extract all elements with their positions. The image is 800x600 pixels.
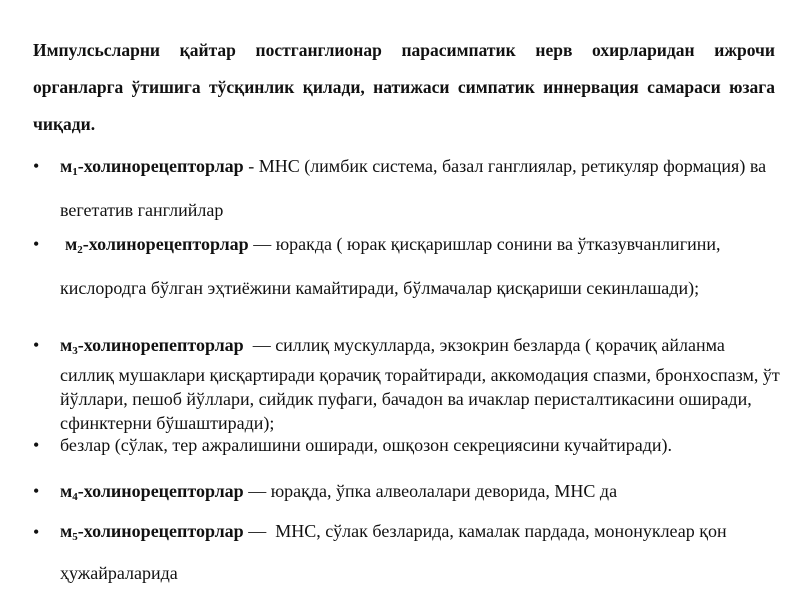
bullet: •: [33, 234, 40, 254]
separator: —: [248, 234, 276, 254]
separator: —: [243, 521, 276, 541]
bullet: •: [33, 435, 40, 455]
list-item-text: [60, 479, 782, 509]
list-item-text: [60, 225, 782, 307]
list-item-text: [60, 513, 782, 591]
list-item-text: [60, 333, 782, 435]
receptor-term: $м_4$-холинорецепторлар: [60, 481, 244, 503]
receptor-term: $м_3$-холинорепепторлар: [60, 335, 244, 357]
description: юракда ( юрак қисқаришлар сонини ва ўтказувчанлигини, кислородга бўлган эҳтиёжини камайтиради, бўлмачалар қисқариши секинлашади);: [60, 234, 721, 298]
bullet: •: [33, 481, 40, 501]
bullet: •: [33, 156, 40, 176]
bullet: •: [33, 335, 40, 355]
separator: —: [243, 335, 276, 355]
bullet: •: [33, 522, 40, 542]
intro-paragraph: Импулсьсларни қайтар постганглионар парасимпатик нерв охирларидан ижрочи органларга ўтишига тўсқинлик қилади, натижаси симпатик иннервация самараси юзага чиқади.: [33, 40, 775, 134]
receptor-term: $м_5$-холинорецепторлар: [60, 521, 244, 543]
list-item-text: [60, 433, 782, 457]
description: силлиқ мускулларда, экзокрин безларда ( қорачиқ айланма силлиқ мушаклари қисқартиради қорачиқ торайтиради, аккомодация спазми, бронхоспазм, ўт йўллари, пешоб йўллари, сийдик пуфаги, бачадон ва ичаклар перисталтикасини оширади, сфинктерни бўшаштиради);: [60, 335, 780, 433]
separator: —: [243, 481, 271, 501]
separator: -: [243, 156, 259, 176]
description: МНС (лимбик система, базал ганглиялар, ретикуляр формация) ва вегетатив ганглийлар: [60, 156, 767, 220]
description: МНС, сўлак безларида, камалак пардада, мононуклеар қон ҳужайраларида: [60, 521, 727, 583]
description: юрақда, ўпка алвеолалари деворида, МНС да: [270, 481, 618, 501]
description: безлар (сўлак, тер ажралишини оширади, ошқозон секрециясини кучайтиради).: [60, 435, 673, 455]
receptor-term: $м_2$-холинорецепторлар: [65, 234, 249, 256]
list-item-text: [60, 147, 782, 229]
receptor-term: $м_1$-холинорецепторлар: [60, 156, 244, 178]
